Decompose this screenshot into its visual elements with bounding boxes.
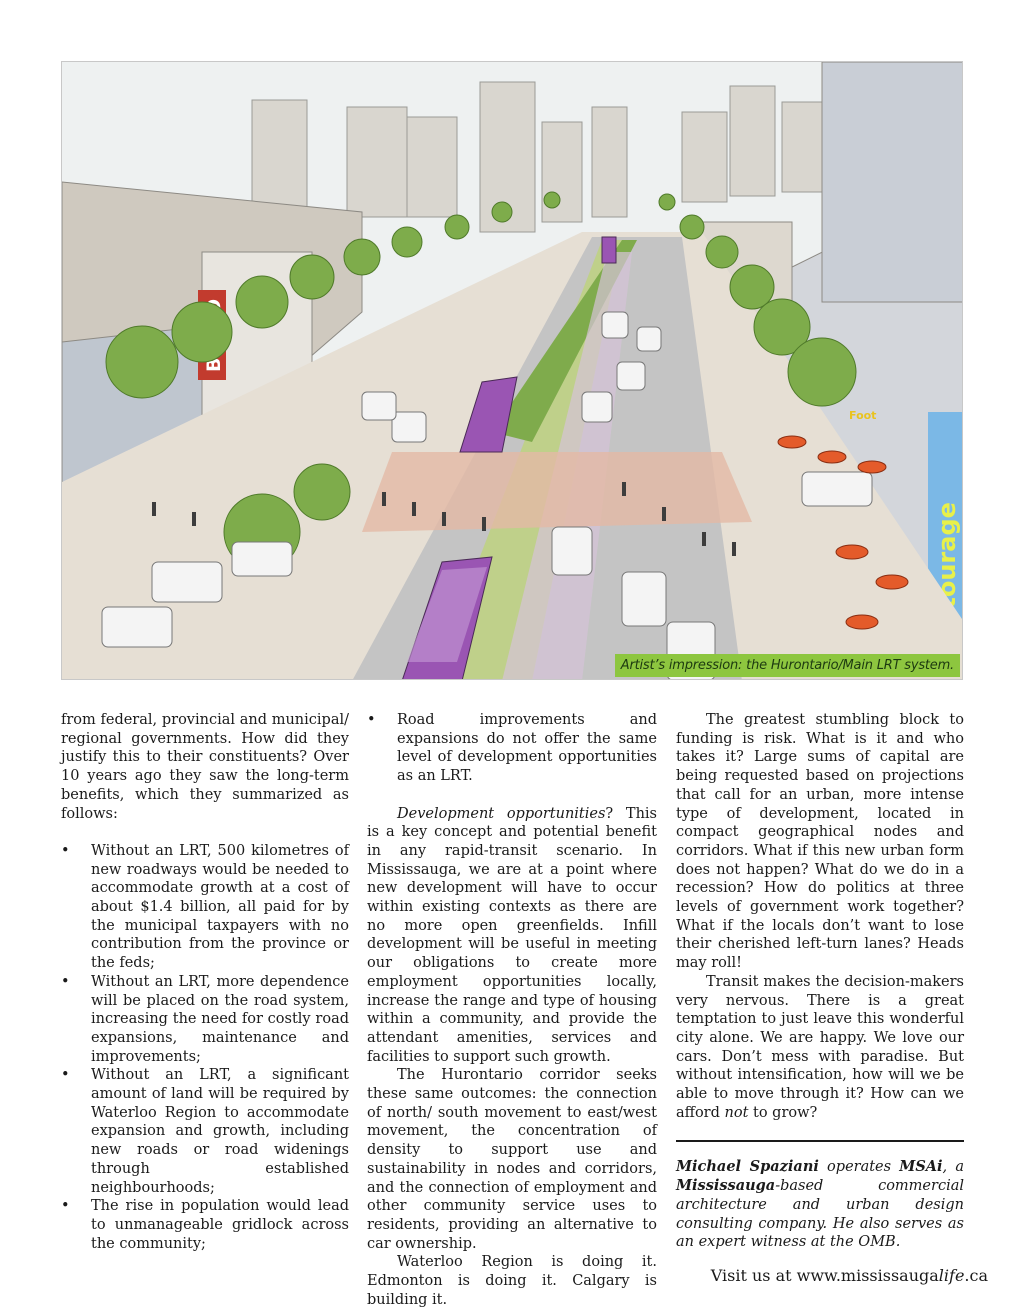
foot-banner-text: Foot: [849, 409, 877, 422]
bio-text-b: , a: [942, 1159, 964, 1176]
col3-paragraph-2: [676, 973, 964, 1123]
bio-text-a: operates: [818, 1159, 900, 1176]
col3-paragraph-1: The greatest stumbling block to funding is risk. What is it and who takes it? Large sums of capital are being requested based on projections that call for an urban, more intense type of development, located in compact geographical nodes and corridors. What if this new urban form does not happen? What do we do in a recession? How do politics at three levels of government work together? What if the locals don’t want to lose their cherished left-turn lanes? Heads may roll!: [676, 712, 964, 972]
list-item: • Without an LRT, more dependence will be placed on the road system, increasing the need for costly road expansions, maintenance and improvements;: [61, 973, 349, 1067]
col1-bullet-list: [61, 842, 349, 1253]
col2-paragraph-1-text: ? This is a key concept and potential benefit in any rapid-transit scenario. In Mississauga, we are at a point where new development will have to occur within existing contexts as there are no more open greenfields. Infill development will be useful in meeting our obligations to create more employment opportunities locally, increase the range and type of housing within a community, and provide the attendant amenities, services and facilities to support such growth.: [367, 805, 657, 1065]
col2-paragraph-1: [367, 805, 657, 1067]
col2-paragraph-3: Waterloo Region is doing it. Edmonton is doing it. Calgary is building it.: [367, 1254, 657, 1308]
column-3: [676, 711, 964, 1252]
footer-website[interactable]: [711, 1266, 988, 1285]
column-1: [61, 711, 349, 1253]
list-item: • The rise in population would lead to unmanageable gridlock across the community;: [61, 1197, 349, 1253]
bio-divider: [676, 1140, 964, 1142]
col2-bullet-list: [367, 711, 657, 786]
footer-url-prefix: Visit us at www.mississauga: [710, 1266, 939, 1285]
entourage-sign-text: entourage: [933, 502, 961, 642]
footer-url-suffix: .ca: [964, 1266, 988, 1285]
lrt-illustration: [61, 61, 963, 680]
development-opportunities-emphasis: Development opportunities: [397, 805, 606, 822]
col2-paragraph-2: The Hurontario corridor seeks these same outcomes: the connection of north/ south movement to east/west movement, the concentration of density to support use and sustainability in nodes and corridors, and the connection of employment and other community service uses to residents, providing an alternative to car ownership.: [367, 1067, 657, 1252]
bio-text-c: -based commercial architecture and urban design consulting company. He also serves as an expert witness at the OMB.: [676, 1178, 964, 1251]
list-item: • Road improvements and expansions do not offer the same level of development opportunities as an LRT.: [367, 711, 657, 786]
column-2: [367, 711, 657, 1309]
author-name: Michael Spaziani: [676, 1158, 819, 1176]
col3-paragraph-2-text-b: to grow?: [748, 1104, 818, 1121]
image-caption: Artist’s impression: the Hurontario/Main LRT system.: [615, 654, 960, 677]
author-bio: [676, 1158, 964, 1252]
street-scene-drawing: [62, 62, 963, 680]
list-item: • Without an LRT, a significant amount of land will be required by Waterloo Region to accommodate expansion and growth, including new roads or road widenings through established neighbourhoods;: [61, 1066, 349, 1197]
col3-paragraph-2-text-a: Transit makes the decision-makers very nervous. There is a great temptation to just leave this wonderful city alone. We are happy. We love our cars. Don’t mess with paradise. But without intensification, how will we be able to move through it? How can we afford: [676, 973, 964, 1121]
col1-intro-paragraph: from federal, provincial and municipal/ regional governments. How did they justify this to their constituents? Over 10 years ago they saw the long-term benefits, which they summarized as follows:: [61, 712, 349, 822]
firm-name: MSAi: [899, 1158, 943, 1176]
bio-place: Mississauga: [676, 1177, 776, 1195]
footer-url-life: life: [938, 1266, 965, 1285]
not-emphasis: not: [724, 1104, 749, 1121]
list-item: • Without an LRT, 500 kilometres of new roadways would be needed to accommodate growth at a cost of about $1.4 billion, all paid for by the municipal taxpayers with no contribution from the province or the feds;: [61, 842, 349, 973]
